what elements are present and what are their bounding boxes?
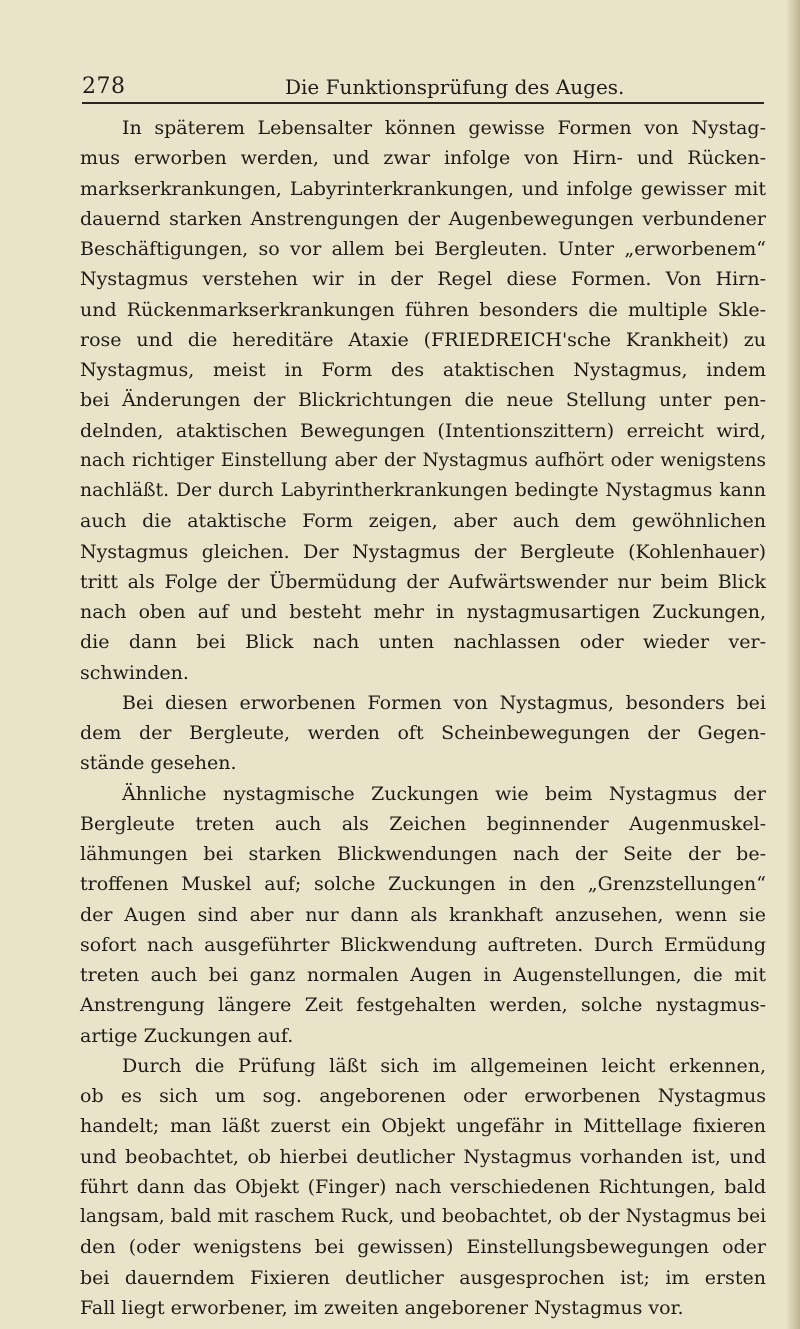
text-line: führt dann das Objekt (Finger) nach verschiedenen Richtungen, bald — [80, 1175, 766, 1198]
page-header — [82, 74, 762, 104]
text-line: bei dauerndem Fixieren deutlicher ausgesprochen ist; im ersten — [80, 1266, 766, 1289]
page-edge-shadow — [786, 0, 800, 1329]
text-line: die dann bei Blick nach unten nachlassen oder wieder ver- — [80, 631, 766, 654]
text-line: Ähnliche nystagmische Zuckungen wie beim Nystagmus der — [122, 782, 766, 805]
text-line: den (oder wenigstens bei gewissen) Einstellungsbewegungen oder — [80, 1236, 766, 1259]
text-line: lähmungen bei starken Blickwendungen nach der Seite der be- — [80, 843, 766, 865]
text-line: dauernd starken Anstrengungen der Augenbewegungen verbundener — [80, 207, 766, 230]
text-line: Bergleute treten auch als Zeichen beginnender Augenmuskel- — [80, 812, 766, 835]
text-line: Fall liegt erworbener, im zweiten angeborener Nystagmus vor. — [80, 1296, 684, 1319]
text-line: Beschäftigungen, so vor allem bei Bergleuten. Unter „erworbenem“ — [80, 238, 766, 260]
body-text — [80, 113, 766, 1323]
text-line: und beobachtet, ob hierbei deutlicher Nystagmus vorhanden ist, und — [80, 1145, 766, 1168]
text-line: delnden, ataktischen Bewegungen (Intentionszittern) erreicht wird, — [80, 419, 766, 442]
text-line: auch die ataktische Form zeigen, aber auch dem gewöhnlichen — [80, 510, 766, 533]
text-line: nach oben auf und besteht mehr in nystagmusartigen Zuckungen, — [80, 601, 766, 623]
page-number: 278 — [82, 74, 126, 99]
text-line: schwinden. — [80, 661, 189, 684]
text-line: handelt; man läßt zuerst ein Objekt ungefähr in Mittellage fixieren — [80, 1115, 766, 1138]
text-line: nach richtiger Einstellung aber der Nystagmus aufhört oder wenigstens — [80, 449, 766, 471]
text-line: rose und die hereditäre Ataxie (FRIEDREICH'sche Krankheit) zu — [80, 328, 766, 351]
text-line: Nystagmus, meist in Form des ataktischen Nystagmus, indem — [80, 359, 766, 381]
text-line: nachläßt. Der durch Labyrintherkrankungen bedingte Nystagmus kann — [80, 480, 766, 501]
text-line: Durch die Prüfung läßt sich im allgemeinen leicht erkennen, — [122, 1054, 766, 1077]
text-line: markserkrankungen, Labyrinterkrankungen, und infolge gewisser mit — [80, 177, 766, 200]
text-line: artige Zuckungen auf. — [80, 1024, 294, 1047]
text-line: der Augen sind aber nur dann als krankhaft anzusehen, wenn sie — [80, 903, 766, 926]
text-line: Nystagmus verstehen wir in der Regel diese Formen. Von Hirn- — [80, 268, 766, 291]
text-line: bei Änderungen der Blickrichtungen die neue Stellung unter pen- — [80, 389, 766, 412]
text-line: dem der Bergleute, werden oft Scheinbewegungen der Gegen- — [80, 722, 766, 744]
text-line: und Rückenmarkserkrankungen führen besonders die multiple Skle- — [80, 298, 766, 321]
running-title: Die Funktionsprüfung des Auges. — [285, 75, 625, 99]
text-line: mus erworben werden, und zwar infolge von Hirn- und Rücken- — [80, 147, 766, 170]
text-line: troffenen Muskel auf; solche Zuckungen in den „Grenzstellungen“ — [80, 873, 766, 896]
text-line: tritt als Folge der Übermüdung der Aufwärtswender nur beim Blick — [80, 570, 766, 593]
header-rule — [82, 102, 764, 104]
text-line: Bei diesen erworbenen Formen von Nystagmus, besonders bei — [122, 691, 766, 714]
text-line: Anstrengung längere Zeit festgehalten werden, solche nystagmus- — [80, 994, 766, 1017]
text-line: stände gesehen. — [80, 752, 237, 775]
text-line: sofort nach ausgeführter Blickwendung auftreten. Durch Ermüdung — [80, 933, 766, 956]
text-line: langsam, bald mit raschem Ruck, und beobachtet, ob der Nystagmus bei — [80, 1206, 766, 1227]
text-line: Nystagmus gleichen. Der Nystagmus der Bergleute (Kohlenhauer) — [80, 540, 766, 563]
text-line: treten auch bei ganz normalen Augen in Augenstellungen, die mit — [80, 964, 766, 986]
text-line: In späterem Lebensalter können gewisse Formen von Nystag- — [122, 117, 766, 139]
text-line: ob es sich um sog. angeborenen oder erworbenen Nystagmus — [80, 1085, 766, 1107]
